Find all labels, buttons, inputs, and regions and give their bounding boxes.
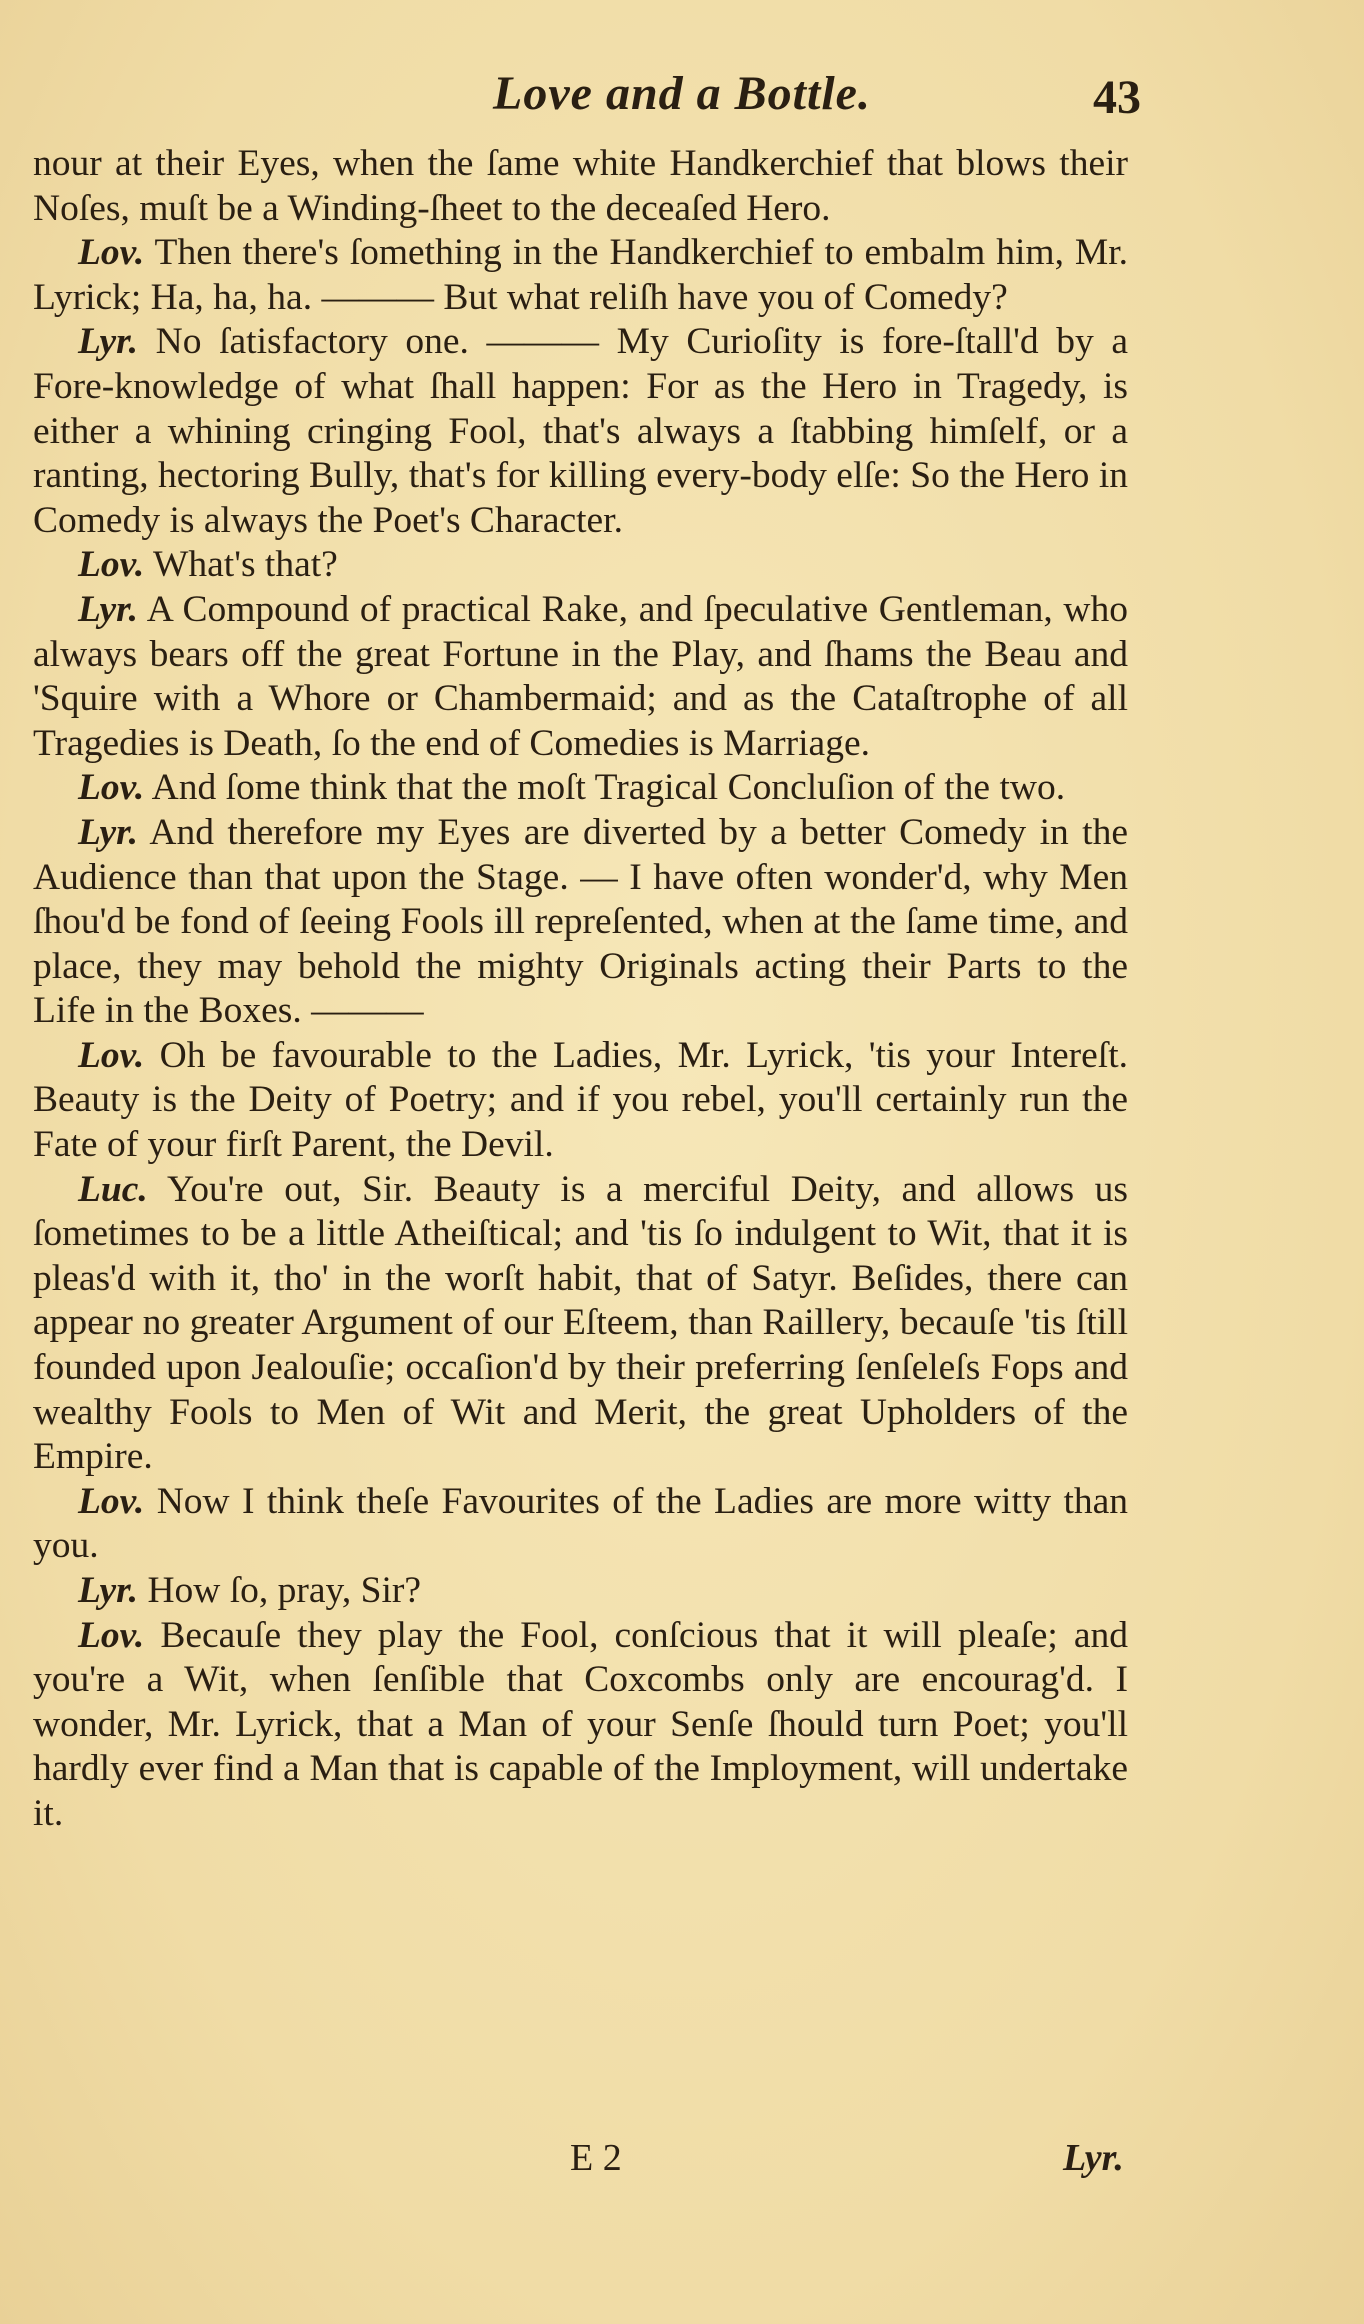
speaker-label: Lov. (78, 544, 145, 586)
dialogue-text: Becauſe they play the Fool, conſcious that it will pleaſe; and you're a Wit, when ſenſible that Coxcombs only are encourag'd. I wonder, Mr. Lyrick, that a Man of your Senſe ſhould turn Poet; you'll hardly ever find a Man that is capable of the Imployment, will undertake it. (33, 1614, 1128, 1834)
paragraph (33, 766, 1128, 811)
paragraph (33, 1569, 1128, 1614)
speaker-label: Lov. (78, 1614, 145, 1656)
paragraph (33, 811, 1128, 1034)
speaker-label: Lyr. (78, 1570, 139, 1611)
dialogue-text: And ſome think that the moſt Tragical Concluſion of the two. (151, 767, 1066, 809)
dialogue-text: And therefore my Eyes are diverted by a better Comedy in the Audience than that upon the Stage. — I have often wonder'd, why Men ſhou'd be fond of ſeeing Fools ill repreſented, when at the ſame time, and place, they may behold the mighty Originals acting their Parts to the Life in the Boxes. ——— (33, 811, 1128, 1032)
paragraph (33, 588, 1128, 766)
page-header (0, 66, 1364, 136)
speaker-label: Lov. (78, 232, 145, 274)
catchword: Lyr. (1063, 2137, 1124, 2179)
dialogue-text: nour at their Eyes, when the ſame white Handkerchief that blows their Noſes, muſt be a Winding-ſheet to the deceaſed Hero. (33, 143, 1128, 229)
paragraph (33, 1168, 1128, 1480)
page-number: 43 (1093, 71, 1141, 124)
paragraph (33, 231, 1128, 320)
paragraph (33, 142, 1128, 231)
paragraph (33, 320, 1128, 543)
dialogue-text: Oh be favourable to the Ladies, Mr. Lyrick, 'tis your Intereſt. Beauty is the Deity of Poetry; and if you rebel, you'll certainly run the Fate of your firſt Parent, the Devil. (33, 1034, 1129, 1166)
paragraph (33, 1034, 1128, 1168)
speaker-label: Lyr. (78, 811, 139, 853)
running-title: Love and a Bottle. (493, 67, 871, 120)
speaker-label: Lov. (78, 767, 145, 809)
speaker-label: Lov. (78, 1480, 145, 1522)
page-footer (0, 2136, 1364, 2196)
body-text (33, 142, 1128, 1837)
dialogue-text: You're out, Sir. Beauty is a merciful Deity, and allows us ſometimes to be a little Atheiſtical; and 'tis ſo indulgent to Wit, that it is pleas'd with it, tho' in the worſt habit, that of Satyr. Beſides, there can appear no greater Argument of our Eſteem, than Raillery, becauſe 'tis ſtill founded upon Jealouſie; occaſion'd by their preferring ſenſeleſs Fops and wealthy Fools to Men of Wit and Merit, the great Upholders of the Empire. (33, 1168, 1129, 1478)
speaker-label: Lov. (78, 1034, 145, 1076)
paragraph (33, 543, 1128, 588)
paragraph (33, 1614, 1128, 1837)
signature-mark: E 2 (570, 2137, 622, 2179)
speaker-label: Lyr. (78, 588, 139, 630)
speaker-label: Luc. (78, 1168, 148, 1210)
dialogue-text: Then there's ſomething in the Handkerchief to embalm him, Mr. Lyrick; Ha, ha, ha. ——— But what reliſh have you of Comedy? (33, 232, 1128, 318)
speaker-label: Lyr. (78, 321, 139, 363)
dialogue-text: What's that? (153, 544, 338, 586)
dialogue-text: No ſatisfactory one. ——— My Curioſity is fore-ſtall'd by a Fore-knowledge of what ſhall happen: For as the Hero in Tragedy, is either a whining cringing Fool, that's always a ſtabbing himſelf, or a ranting, hectoring Bully, that's for killing every-body elſe: So the Hero in Comedy is always the Poet's Character. (33, 321, 1128, 541)
dialogue-text: A Compound of practical Rake, and ſpeculative Gentleman, who always bears off the great Fortune in the Play, and ſhams the Beau and 'Squire with a Whore or Chambermaid; and as the Cataſtrophe of all Tragedies is Death, ſo the end of Comedies is Marriage. (33, 588, 1128, 764)
dialogue-text: Now I think theſe Favourites of the Ladies are more witty than you. (33, 1480, 1129, 1567)
dialogue-text: How ſo, pray, Sir? (147, 1570, 421, 1611)
paragraph (33, 1480, 1128, 1569)
